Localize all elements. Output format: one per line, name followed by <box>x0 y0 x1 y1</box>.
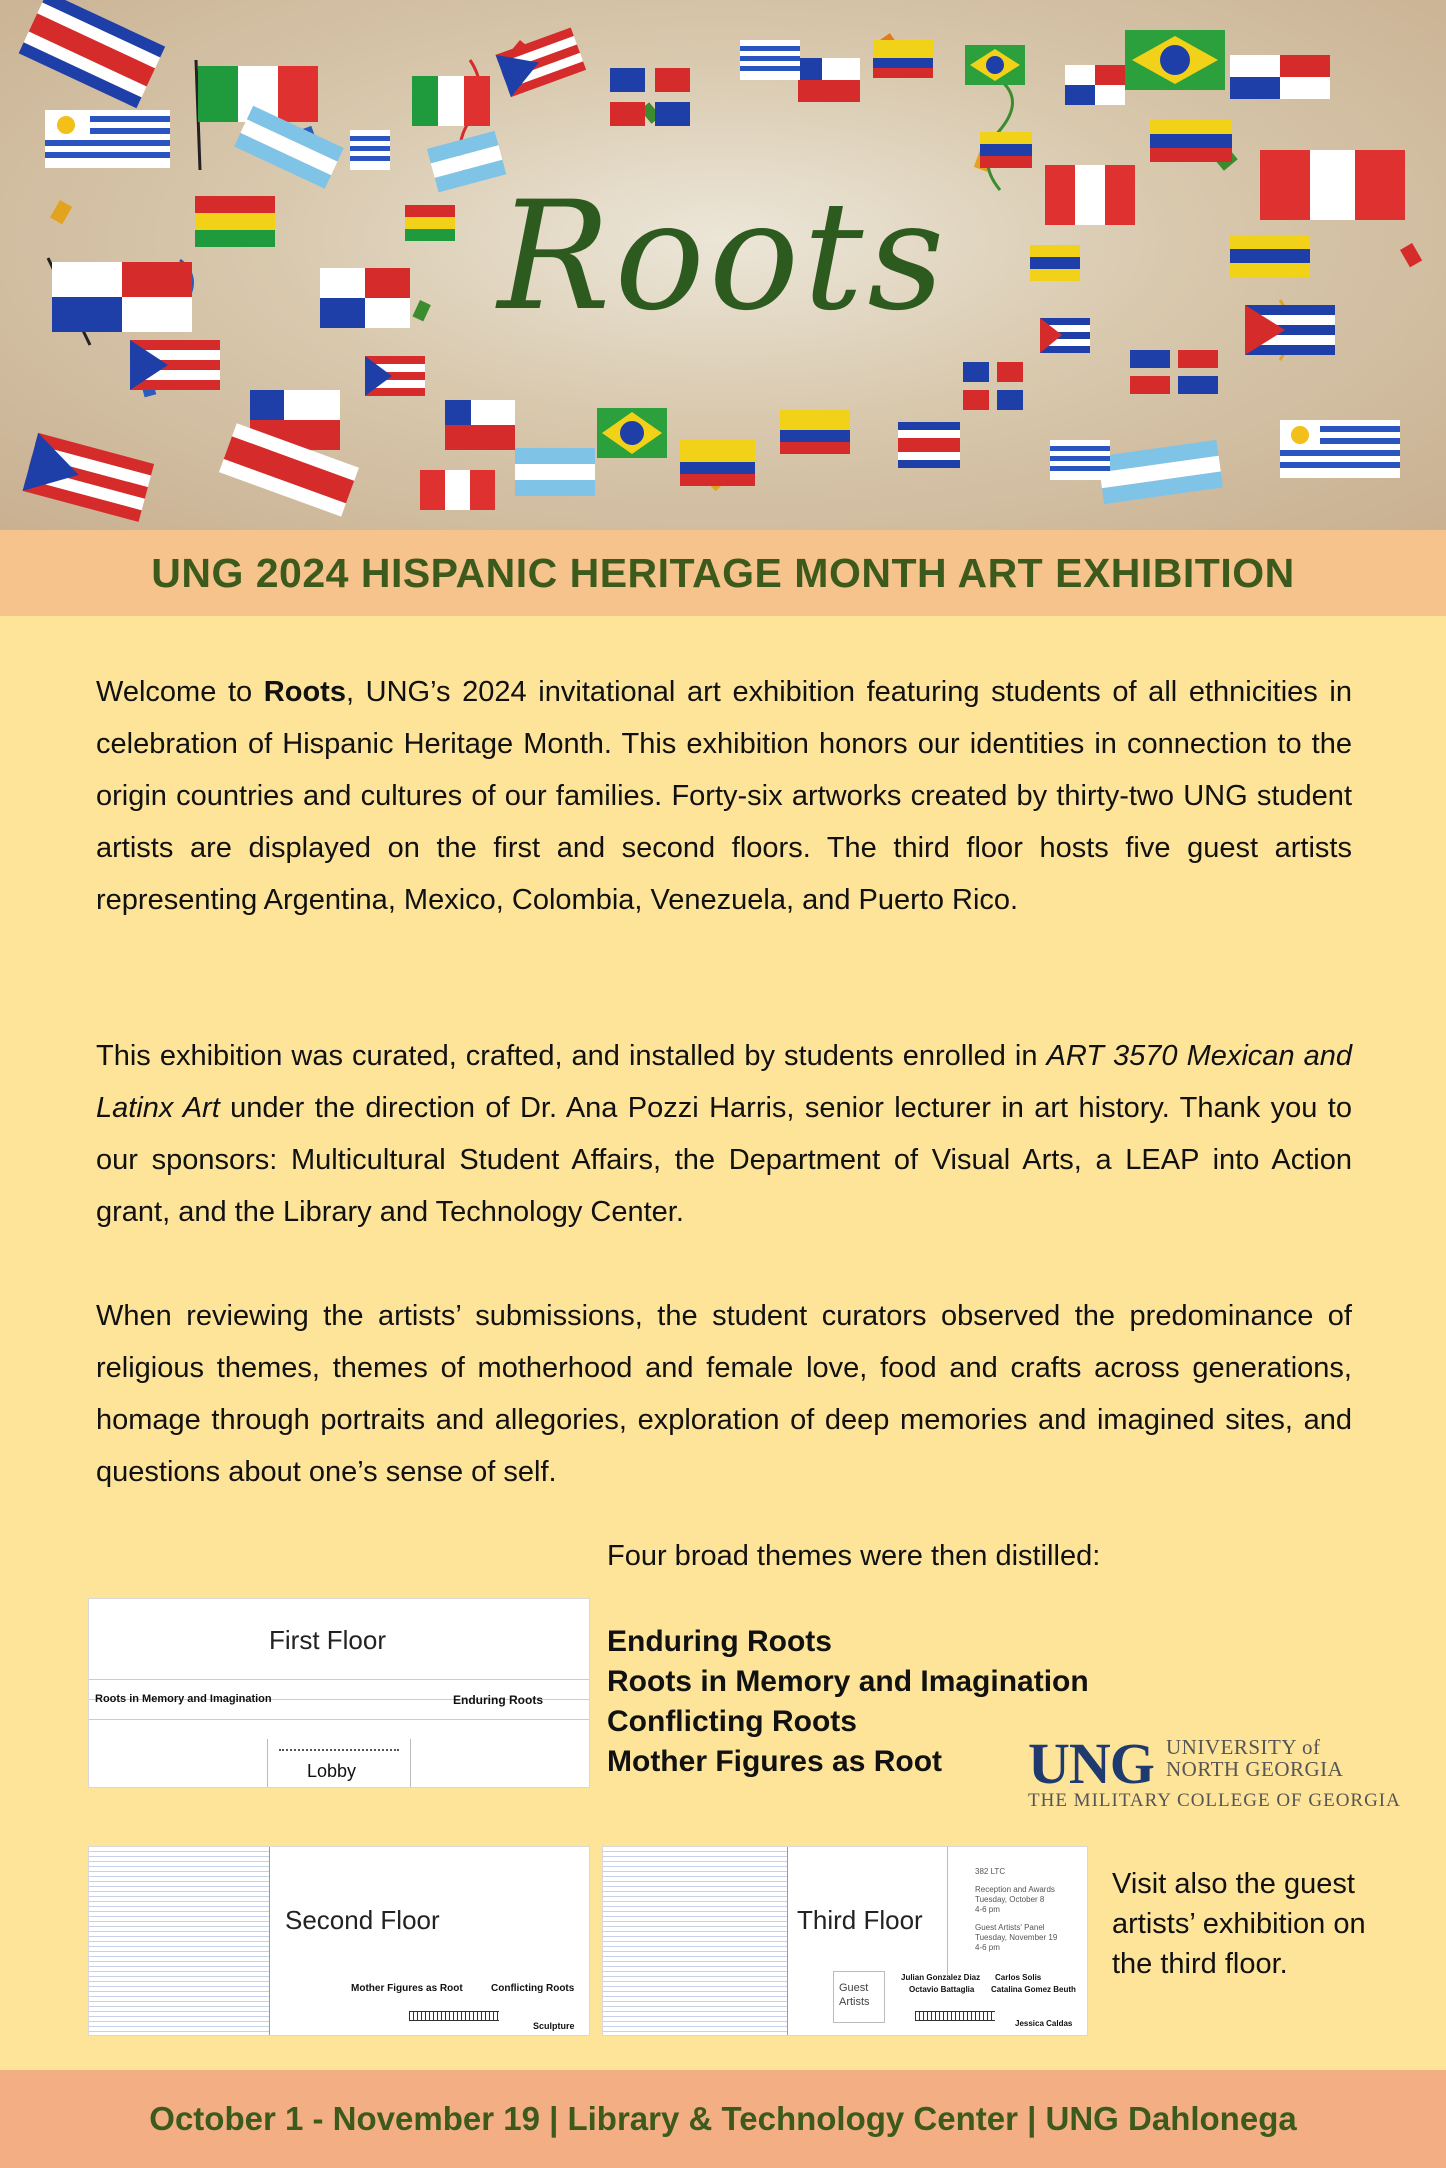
themes-list <box>607 1622 1089 1782</box>
room-label: Mother Figures as Root <box>351 1983 463 1994</box>
flag-italy-icon <box>412 76 490 126</box>
curation-after: under the direction of Dr. Ana Pozzi Harris, senior lecturer in art history. Thank you to our sponsors: Multicultural Student Affairs, the Department of Visual Arts, a LEAP into Action grant, and the Library and Technology Center. <box>96 1092 1352 1228</box>
plan-wall <box>947 1847 948 1977</box>
artist-name: Octavio Battaglia <box>909 1985 975 1994</box>
room-label: Lobby <box>307 1761 357 1781</box>
curation-paragraph <box>96 1030 1352 1238</box>
event-info <box>975 1867 1057 1953</box>
footer-info: October 1 - November 19 | Library & Technology Center | UNG Dahlonega <box>149 2100 1297 2137</box>
curation-before: This exhibition was curated, crafted, and installed by students enrolled in <box>96 1040 1047 1072</box>
exhibition-name-title: Roots <box>497 170 949 344</box>
plan-hatched-area <box>89 1847 270 2035</box>
reception-time: 4-6 pm <box>975 1905 1000 1914</box>
plan-stairs <box>409 2011 499 2021</box>
room-label: Conflicting Roots <box>491 1983 575 1994</box>
third-floor-plan <box>602 1846 1088 2036</box>
reception-date: Tuesday, October 8 <box>975 1895 1045 1904</box>
room-number: 382 LTC <box>975 1867 1006 1876</box>
theme-item: Enduring Roots <box>607 1625 832 1658</box>
themes-intro: Four broad themes were then distilled: <box>607 1540 1101 1572</box>
intro-paragraph <box>96 666 1352 926</box>
plan-wall <box>89 1719 589 1720</box>
ung-logo <box>1028 1730 1401 1812</box>
artist-name: Jessica Caldas <box>1015 2019 1073 2028</box>
visit-note: Visit also the guest artists’ exhibition on the third floor. <box>1112 1868 1366 1980</box>
intro-rest: , UNG’s 2024 invitational art exhibition featuring students of all ethnicities in celebration of Hispanic Heritage Month. This exhibition honors our identities in connection to the origin countries and cultures of our families. Forty-six artworks created by thirty-two UNG student artists are displayed on the first and second floors. The third floor hosts five guest artists representing Argentina, Mexico, Colombia, Venezuela, and Puerto Rico. <box>96 676 1352 916</box>
header-banner <box>0 0 1446 530</box>
logo-university <box>1166 1736 1343 1780</box>
panel-date: Tuesday, November 19 <box>975 1933 1058 1942</box>
artist-name: Julian Gonzalez Diaz <box>901 1973 981 1982</box>
observations-paragraph: When reviewing the artists’ submissions, the student curators observed the predominance of religious themes, themes of motherhood and female love, food and crafts across generations, homage through portraits and allegories, exploration of deep memories and imagined sites, and questions about one’s sense of self. <box>96 1300 1352 1488</box>
lobby-entrance <box>279 1739 399 1751</box>
room-label: Enduring Roots <box>453 1693 543 1707</box>
room-label: Sculpture <box>533 2021 575 2031</box>
flag-uruguay-icon <box>45 110 170 168</box>
second-floor-plan <box>88 1846 590 2036</box>
footer <box>0 2070 1446 2168</box>
intro-welcome: Welcome to <box>96 676 264 708</box>
theme-item: Mother Figures as Root <box>607 1745 943 1778</box>
title-band <box>0 530 1446 616</box>
panel-time: 4-6 pm <box>975 1943 1000 1952</box>
first-floor-plan <box>88 1598 590 1788</box>
artist-name: Carlos Solis <box>995 1973 1042 1982</box>
intro-bold-word: Roots <box>263 676 346 708</box>
floor-title: Third Floor <box>797 1905 923 1935</box>
theme-item: Roots in Memory and Imagination <box>607 1665 1089 1698</box>
course-name: ART 3570 Mexican and Latinx Art <box>96 1040 1352 1124</box>
artist-name: Catalina Gomez Beuth <box>991 1985 1076 1994</box>
guest-artists-label: Guest Artists <box>839 1982 870 2008</box>
theme-item: Conflicting Roots <box>607 1705 857 1738</box>
flag-costa-rica-icon <box>19 0 166 108</box>
room-label: Roots in Memory and Imagination <box>95 1693 272 1705</box>
floor-title: First Floor <box>269 1625 386 1655</box>
logo-tagline: THE MILITARY COLLEGE OF GEORGIA <box>1028 1790 1401 1811</box>
logo-abbr: UNG <box>1028 1731 1154 1796</box>
plan-hatched-area <box>603 1847 788 2035</box>
plan-stairs <box>915 2011 995 2021</box>
panel-label: Guest Artists' Panel <box>975 1923 1045 1932</box>
reception-label: Reception and Awards <box>975 1885 1055 1894</box>
logo-university-line2: NORTH GEORGIA <box>1166 1757 1344 1781</box>
logo-university-line1: UNIVERSITY of <box>1166 1735 1321 1759</box>
floor-title: Second Floor <box>285 1905 440 1935</box>
page-title: UNG 2024 HISPANIC HERITAGE MONTH ART EXHIBITION <box>151 550 1295 596</box>
